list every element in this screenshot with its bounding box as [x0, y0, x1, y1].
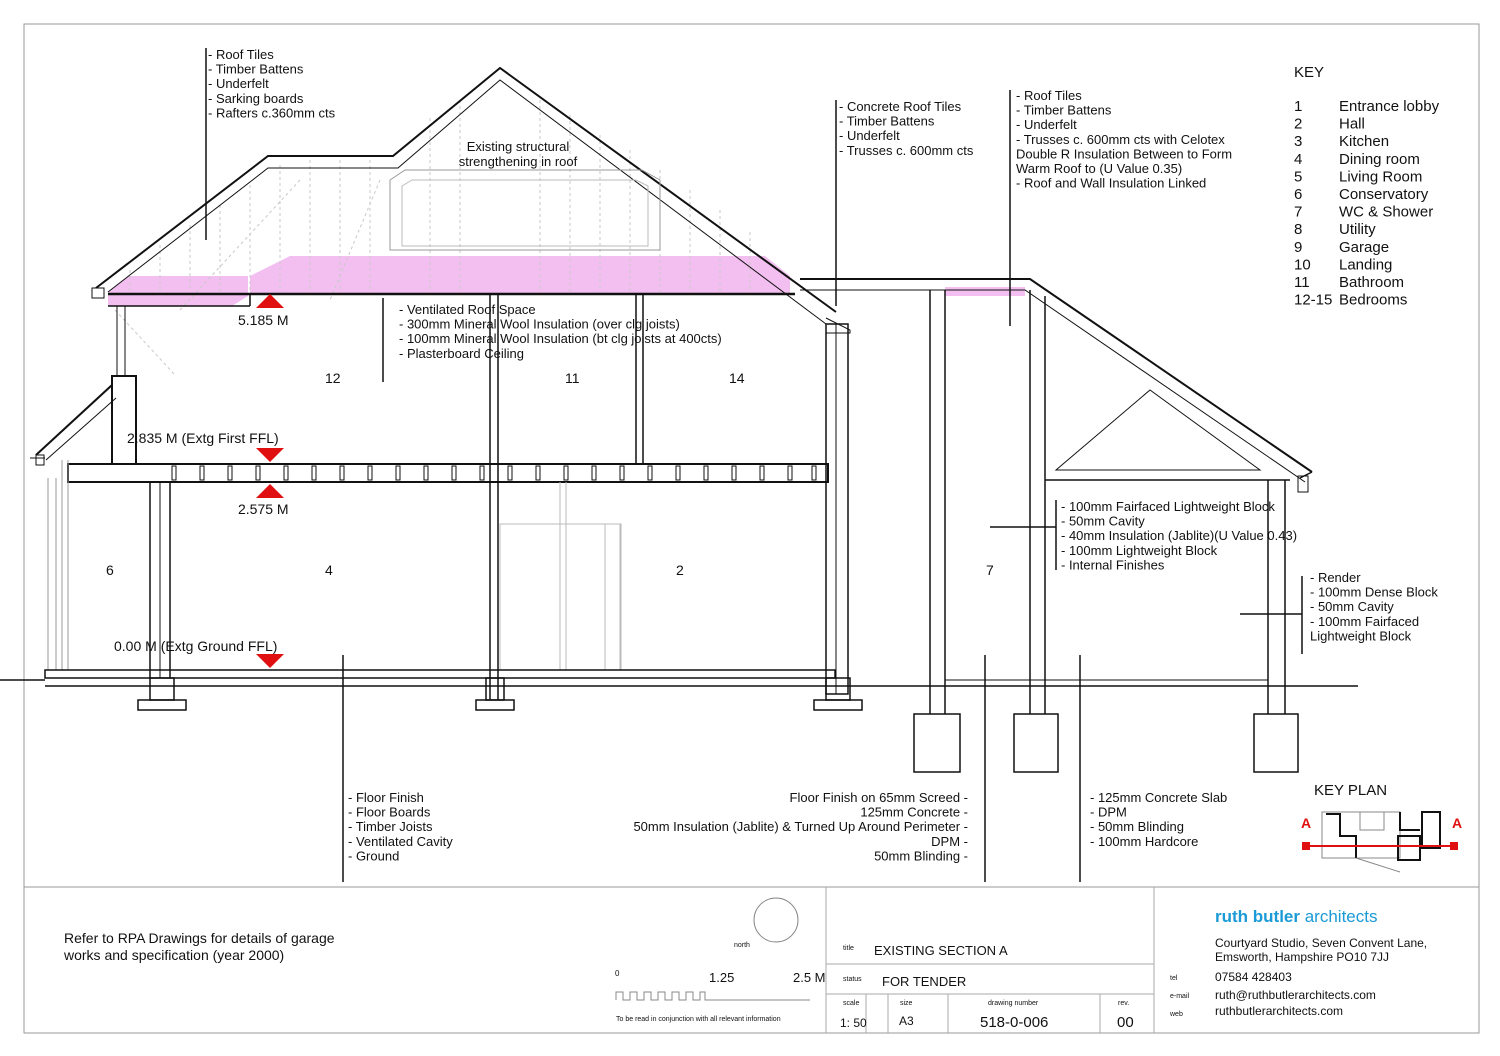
- key-plan-title: KEY PLAN: [1314, 782, 1388, 799]
- rev-value: 00: [1117, 1014, 1134, 1031]
- key-item-number: 8: [1294, 221, 1303, 239]
- scale-bar-mid: 1.25: [709, 970, 735, 985]
- room-12: 12: [325, 370, 341, 386]
- annotation-line: - 100mm Lightweight Block: [1061, 542, 1218, 558]
- conjunction-note: To be read in conjunction with all relevant information: [616, 1016, 781, 1023]
- strengthening-frame-inner: [402, 180, 648, 246]
- key-item-label: Living Room: [1339, 168, 1423, 186]
- roof-insulation-left: [108, 276, 248, 306]
- annotation-line: - Timber Joists: [348, 819, 433, 835]
- tel-value: 07584 428403: [1215, 970, 1292, 984]
- annotation-line: - Timber Battens: [839, 113, 935, 129]
- annotation-line: 50mm Blinding -: [874, 848, 968, 864]
- annotation-line: - 100mm Mineral Wool Insulation (bt clg joists at 400cts): [399, 331, 722, 347]
- roof-insulation-main: [250, 256, 790, 294]
- room-14: 14: [729, 370, 745, 386]
- floor-joists: [172, 466, 816, 480]
- key-plan-marker-right: A: [1452, 815, 1463, 831]
- level-roof: 5.185 M: [238, 312, 289, 328]
- annotation-line: - Timber Battens: [208, 61, 304, 77]
- web-value: ruthbutlerarchitects.com: [1215, 1004, 1344, 1018]
- level-marker-ceiling: [256, 484, 284, 498]
- annotation-roof-left: [208, 47, 336, 120]
- firm-name-bold: ruth butler: [1215, 907, 1300, 926]
- annotation-line: Floor Finish on 65mm Screed -: [789, 790, 968, 805]
- title-label: title: [843, 945, 854, 952]
- key-item-number: 7: [1294, 203, 1303, 221]
- conservatory-roof: [36, 380, 112, 455]
- annotation-line: - Roof Tiles: [1016, 88, 1082, 103]
- level-marker-ground: [256, 654, 284, 668]
- annotation-line: - DPM: [1090, 804, 1127, 820]
- room-2: 2: [676, 562, 684, 578]
- annotation-wall-garage: [1061, 499, 1297, 572]
- garage-roof-outline: [800, 279, 1312, 472]
- annotation-line: - 100mm Hardcore: [1090, 833, 1199, 849]
- address-line-1: Courtyard Studio, Seven Convent Lane,: [1215, 936, 1428, 950]
- key-item-number: 9: [1294, 238, 1303, 256]
- annotation-line: - Roof and Wall Insulation Linked: [1016, 175, 1207, 191]
- size-value: A3: [899, 1014, 914, 1028]
- annotation-line: - Rafters c.360mm cts: [208, 105, 336, 121]
- scale-bar: [616, 992, 810, 1000]
- annotation-roof-mid: [839, 99, 974, 158]
- status-value: FOR TENDER: [882, 974, 967, 989]
- room-6: 6: [106, 562, 114, 578]
- annotation-line: - Trusses c. 600mm cts with Celotex: [1016, 131, 1225, 147]
- annotation-wall-ext: [1310, 570, 1438, 643]
- key-item-number: 11: [1294, 274, 1310, 291]
- annotation-line: - 300mm Mineral Wool Insulation (over clg joists): [399, 316, 680, 332]
- key-item-label: WC & Shower: [1339, 203, 1434, 221]
- key-item-number: 10: [1294, 256, 1311, 274]
- room-4: 4: [325, 562, 333, 578]
- annotation-line: - Ventilated Roof Space: [399, 302, 536, 317]
- annotation-line: 125mm Concrete -: [860, 804, 968, 820]
- annotation-line: strengthening in roof: [458, 154, 578, 169]
- annotation-line: - Floor Finish: [348, 790, 424, 805]
- scale-label: scale: [843, 1000, 860, 1007]
- web-label: web: [1170, 1011, 1183, 1018]
- title-block: [826, 887, 1154, 1033]
- email-label: e-mail: [1170, 993, 1190, 1000]
- roof-insulation-right: [945, 287, 1025, 296]
- key-plan-marker-left: A: [1301, 815, 1312, 831]
- annotation-line: - Ground: [348, 848, 400, 864]
- rev-label: rev.: [1118, 1000, 1130, 1007]
- key-item-label: Bedrooms: [1339, 291, 1408, 309]
- annotation-line: - 50mm Cavity: [1061, 513, 1145, 529]
- room-7: 7: [986, 562, 994, 578]
- annotation-line: 50mm Insulation (Jablite) & Turned Up Around Perimeter -: [633, 819, 968, 835]
- annotation-ceiling: [399, 302, 722, 361]
- key-item-number: 4: [1294, 150, 1303, 168]
- firm-name: [1215, 907, 1377, 926]
- level-ceiling: 2.575 M: [238, 501, 289, 517]
- key-item-label: Hall: [1339, 115, 1365, 133]
- annotation-roof-right: [1016, 88, 1232, 191]
- level-ground-ffl: 0.00 M (Extg Ground FFL): [114, 638, 278, 654]
- key-item-label: Utility: [1339, 221, 1376, 239]
- annotation-line: - Concrete Roof Tiles: [839, 99, 962, 114]
- tel-label: tel: [1170, 975, 1178, 982]
- title-value: EXISTING SECTION A: [874, 943, 1008, 958]
- key-item-number: 2: [1294, 115, 1303, 133]
- key-item-label: Bathroom: [1339, 274, 1405, 291]
- drawing-number-label: drawing number: [988, 1000, 1039, 1007]
- email-value: ruth@ruthbutlerarchitects.com: [1215, 988, 1376, 1002]
- key-item-number: 12-15: [1294, 291, 1333, 309]
- ground-floor-slab: [45, 670, 835, 678]
- key-item-number: 1: [1294, 98, 1303, 115]
- key-item-number: 6: [1294, 186, 1303, 203]
- key-item-label: Kitchen: [1339, 133, 1390, 151]
- key-item-label: Dining room: [1339, 150, 1420, 168]
- status-label: status: [843, 976, 862, 983]
- annotation-line: - 40mm Insulation (Jablite)(U Value 0.43): [1061, 528, 1298, 544]
- annotation-line: - Underfelt: [839, 128, 900, 144]
- key-item-number: 5: [1294, 168, 1303, 186]
- north-point: [754, 898, 798, 942]
- level-marker-roof: [256, 294, 284, 308]
- annotation-line: Double R Insulation Between to Form: [1016, 146, 1233, 162]
- annotation-line: - Underfelt: [1016, 117, 1077, 133]
- north-label: north: [734, 942, 750, 949]
- annotation-roof-note: [459, 139, 578, 169]
- annotation-line: - 100mm Fairfaced: [1310, 613, 1420, 629]
- level-marker-first: [256, 448, 284, 462]
- garage-roof-inner: [800, 290, 1305, 482]
- key-legend: [1294, 64, 1440, 309]
- annotation-floor-timber: [348, 790, 453, 863]
- annotation-floor-screed: [633, 790, 968, 863]
- scale-value: 1: 50: [840, 1016, 867, 1030]
- annotation-floor-slab: [1090, 790, 1227, 849]
- key-items: [1294, 98, 1440, 309]
- room-11: 11: [565, 370, 580, 386]
- key-item-number: 3: [1294, 133, 1303, 151]
- annotation-line: - Floor Boards: [348, 804, 431, 820]
- scale-bar-0: 0: [615, 969, 620, 978]
- size-label: size: [900, 1000, 913, 1007]
- annotation-line: Existing structural: [466, 139, 570, 154]
- address-line-2: Emsworth, Hampshire PO10 7JJ: [1215, 950, 1390, 964]
- annotation-line: - 50mm Blinding: [1090, 819, 1184, 835]
- first-floor-slab: [68, 464, 828, 482]
- key-item-label: Conservatory: [1339, 186, 1429, 203]
- firm-name-rest: architects: [1300, 907, 1378, 926]
- key-title: KEY: [1294, 64, 1325, 81]
- annotation-line: - Sarking boards: [208, 90, 304, 106]
- annotation-line: - 50mm Cavity: [1310, 599, 1394, 615]
- annotation-line: - Render: [1310, 570, 1361, 585]
- annotation-line: - 100mm Fairfaced Lightweight Block: [1061, 499, 1275, 514]
- annotation-line: - 100mm Dense Block: [1310, 584, 1438, 600]
- annotation-line: Warm Roof to (U Value 0.35): [1016, 161, 1183, 176]
- annotation-line: - Timber Battens: [1016, 102, 1112, 118]
- level-first-ffl: 2.835 M (Extg First FFL): [127, 430, 279, 446]
- note-line-1: Refer to RPA Drawings for details of garage: [64, 930, 335, 946]
- annotation-line: DPM -: [931, 833, 968, 849]
- annotation-line: - Internal Finishes: [1061, 557, 1165, 573]
- note-line-2: works and specification (year 2000): [64, 947, 285, 963]
- annotation-line: Lightweight Block: [1310, 628, 1412, 644]
- annotation-line: - Plasterboard Ceiling: [399, 345, 525, 361]
- annotation-line: - Underfelt: [208, 76, 269, 92]
- annotation-line: - Ventilated Cavity: [348, 833, 453, 849]
- key-plan: [1301, 782, 1462, 872]
- annotation-line: - Trusses c. 600mm cts: [839, 142, 974, 158]
- key-item-label: Landing: [1339, 256, 1393, 274]
- key-item-label: Entrance lobby: [1339, 98, 1440, 115]
- scale-bar-end: 2.5 M: [793, 970, 826, 985]
- drawing-number-value: 518-0-006: [980, 1014, 1049, 1031]
- annotation-line: - 125mm Concrete Slab: [1090, 790, 1228, 805]
- key-item-label: Garage: [1339, 238, 1390, 256]
- annotation-line: - Roof Tiles: [208, 47, 274, 62]
